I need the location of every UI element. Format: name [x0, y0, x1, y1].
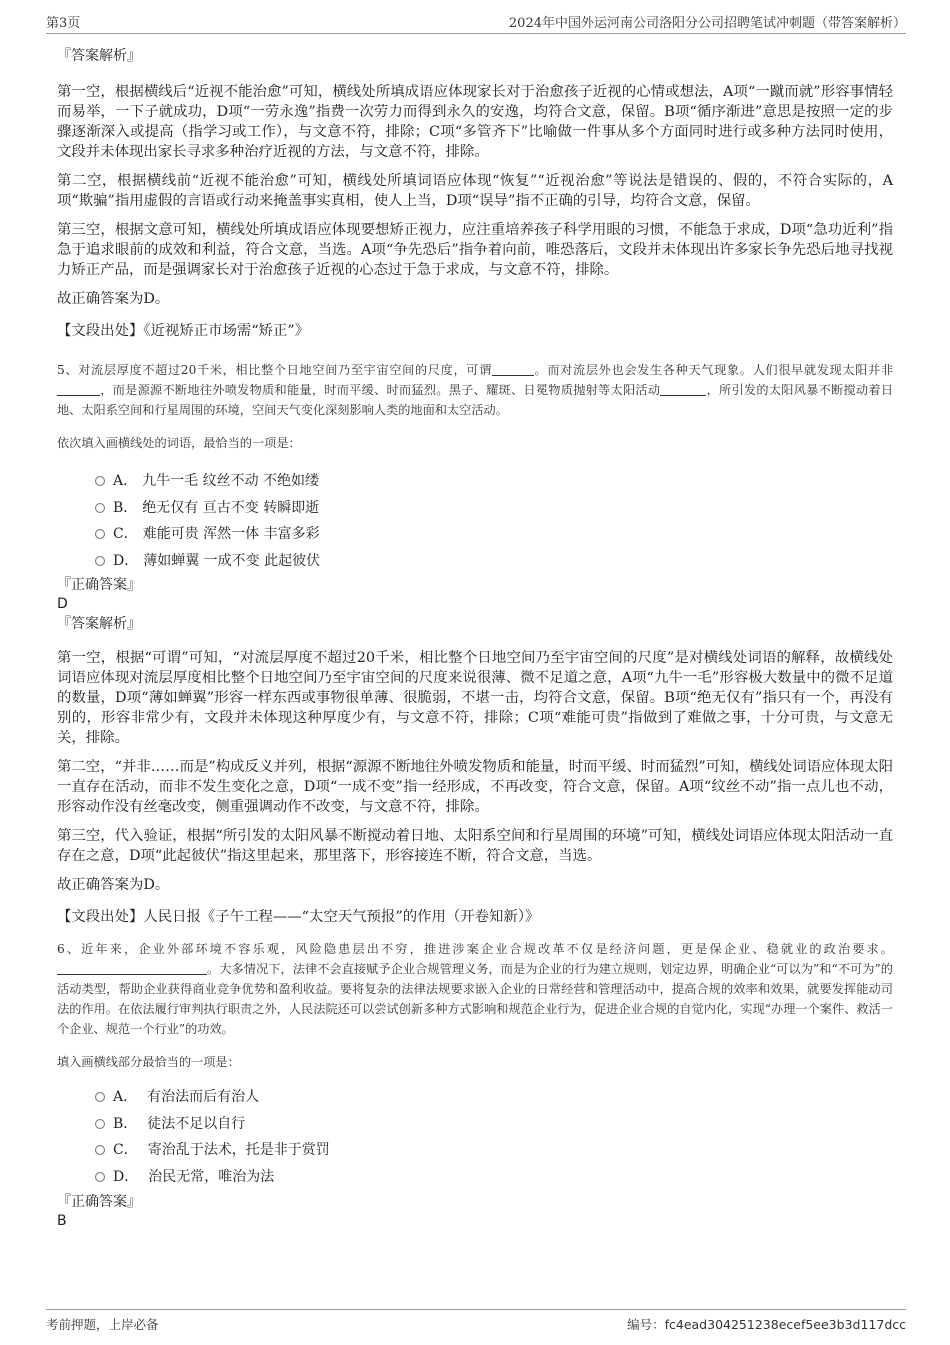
page-footer: [46, 1309, 906, 1333]
radio-icon[interactable]: [95, 476, 105, 486]
passage-source: 【文段出处】人民日报《子午工程——“太空天气预报”的作用（开卷知新）》: [57, 909, 540, 925]
option-a[interactable]: A． 有治法而后有治人: [95, 1084, 893, 1111]
page-number: 第3页: [46, 16, 81, 31]
fill-blank: [492, 362, 534, 376]
analysis-paragraph: 第二空，“并非……而是”构成反义并列，根据“源源不断地往外喷发物质和能量，时而平缓、时而猛烈”可知，横线处词语应体现太阳一直存在活动，而非不发生变化之意，D项“一成不变”指一经形成，不再改变，符合文意，保留。A项“纹丝不动”指一点儿也不动，形容动作没有丝毫改变，侧重强调动作不改变，与文意不符，排除。: [57, 759, 893, 815]
radio-icon[interactable]: [95, 503, 105, 513]
page-content: [57, 44, 893, 1230]
fill-blank: [660, 382, 706, 396]
analysis-label: 『答案解析』: [57, 616, 141, 632]
radio-icon[interactable]: [95, 1119, 105, 1129]
correct-answer-label: 『正确答案』: [57, 1194, 141, 1210]
radio-icon[interactable]: [95, 529, 105, 539]
radio-icon[interactable]: [95, 556, 105, 566]
option-b[interactable]: B． 徒法不足以自行: [95, 1111, 893, 1138]
radio-icon[interactable]: [95, 1092, 105, 1102]
document-title: 2024年中国外运河南公司洛阳分公司招聘笔试冲刺题（带答案解析）: [508, 16, 906, 31]
analysis-conclusion: 故正确答案为D。: [57, 877, 170, 893]
correct-answer-label: 『正确答案』: [57, 577, 141, 593]
analysis-paragraph: 第三空，根据文意可知，横线处所填成语应体现要想矫正视力，应注重培养孩子科学用眼的习惯，不能急于求成，D项“急功近利”指急于追求眼前的成效和利益，符合文意，当选。A项“争先恐后”指争着向前，唯恐落后，文段并未体现出许多家长争先恐后地寻找视力矫正产品，而是强调家长对于治愈孩子近视的心态过于急于求成，与文意不符，排除。: [57, 222, 893, 278]
passage-source: 【文段出处】《近视矫正市场需“矫正”》: [57, 323, 310, 339]
radio-icon[interactable]: [95, 1172, 105, 1182]
analysis-paragraph: 第三空，代入验证，根据“所引发的太阳风暴不断搅动着日地、太阳系空间和行星周围的环境”可知，横线处词语应体现太阳活动一直存在之意，D项“此起彼伏”指这里起来，那里落下，形容接连不断，符合文意，当选。: [57, 828, 893, 864]
footer-slogan: 考前押题，上岸必备: [46, 1317, 159, 1332]
option-a[interactable]: A． 九牛一毛 纹丝不动 不绝如缕: [95, 468, 893, 495]
correct-answer: B: [57, 1213, 67, 1229]
page-header: [46, 10, 906, 34]
question-6-prompt: 填入画横线部分最恰当的一项是：: [57, 1055, 240, 1069]
question-6-text: 6、近年来，企业外部环境不容乐观，风险隐患层出不穷，推进涉案企业合规改革不仅是经济问题，更是保企业、稳就业的政治要求。。大多情况下，法律不会直接赋予企业合规管理义务，而是为企业的行为建立规则，划定边界，明确企业“可以为”和“不可为”的活动类型，帮助企业获得商业竞争优势和盈利收益。要将复杂的法律法规要求嵌入企业的日常经营和管理活动中，提高合规的效率和效果，就要发挥能动司法的作用。在依法履行审判执行职责之外，人民法院还可以尝试创新多种方式影响和规范企业行为，促进企业合规的自觉内化，实现“办理一个案件、救活一个企业、规范一个行业”的功效。: [57, 942, 893, 1036]
radio-icon[interactable]: [95, 1145, 105, 1155]
fill-blank: [57, 961, 207, 975]
option-b[interactable]: B． 绝无仅有 亘古不变 转瞬即逝: [95, 495, 893, 522]
question-5-text: 5、对流层厚度不超过20千米，相比整个日地空间乃至宇宙空间的尺度，可谓 。而对流层外也会发生各种天气现象。人们很早就发现太阳并非，而是源源不断地往外喷发物质和能量，时而平缓、时而猛烈。黑子、耀斑、日冕物质抛射等太阳活动 ，所引发的太阳风暴不断搅动着日地、太阳系空间和行星周围的环境，空间天气变化深刻影响人类的地面和太空活动。: [57, 363, 894, 417]
option-c[interactable]: C． 寄治乱于法术，托是非于赏罚: [95, 1137, 893, 1164]
question-6-options: [95, 1084, 893, 1190]
analysis-conclusion: 故正确答案为D。: [57, 291, 170, 307]
correct-answer: D: [57, 596, 68, 612]
option-c[interactable]: C． 难能可贵 浑然一体 丰富多彩: [95, 521, 893, 548]
analysis-paragraph: 第一空，根据“可谓”可知，“对流层厚度不超过20千米，相比整个日地空间乃至宇宙空间的尺度”是对横线处词语的解释，故横线处词语应体现对流层厚度相比整个日地空间乃至宇宙空间的尺度来说很薄、微不足道之意，A项“九牛一毛”形容极大数量中的微不足道的数量，D项“薄如蝉翼”形容一样东西或事物很单薄、很脆弱，不堪一击，均符合文意，保留。B项“绝无仅有”指只有一个，再没有别的，形容非常少有，文段并未体现这种厚度少有，与文意不符，排除；C项“难能可贵”指做到了难做之事，十分可贵，与文意无关，排除。: [57, 650, 893, 746]
question-5-prompt: 依次填入画横线处的词语，最恰当的一项是：: [57, 436, 301, 450]
analysis-paragraph: 第二空，根据横线前“近视不能治愈”可知，横线处所填词语应体现“恢复”“近视治愈”等说法是错误的、假的，不符合实际的，A项“欺骗”指用虚假的言语或行动来掩盖事实真相，使人上当，D项“误导”指不正确的引导，均符合文意，保留。: [57, 173, 893, 209]
question-5-options: [95, 468, 893, 574]
document-id: 编号：fc4ead304251238ecef5ee3b3d117dcc: [627, 1317, 906, 1332]
option-d[interactable]: D． 薄如蝉翼 一成不变 此起彼伏: [95, 548, 893, 575]
option-d[interactable]: D． 治民无常，唯治为法: [95, 1164, 893, 1191]
analysis-label: 『答案解析』: [57, 48, 141, 64]
analysis-paragraph: 第一空，根据横线后“近视不能治愈”可知，横线处所填成语应体现家长对于治愈孩子近视的心情或想法，A项“一蹴而就”形容事情轻而易举，一下子就成功，D项“一劳永逸”指费一次劳力而得到永久的安逸，均符合文意，保留。B项“循序渐进”意思是按照一定的步骤逐渐深入或提高（指学习或工作），与文意不符，排除；C项“多管齐下”比喻做一件事从多个方面同时进行或多种方法同时使用，文段并未体现出家长寻求多种治疗近视的方法，与文意不符，排除。: [57, 84, 893, 160]
fill-blank: [57, 382, 100, 396]
